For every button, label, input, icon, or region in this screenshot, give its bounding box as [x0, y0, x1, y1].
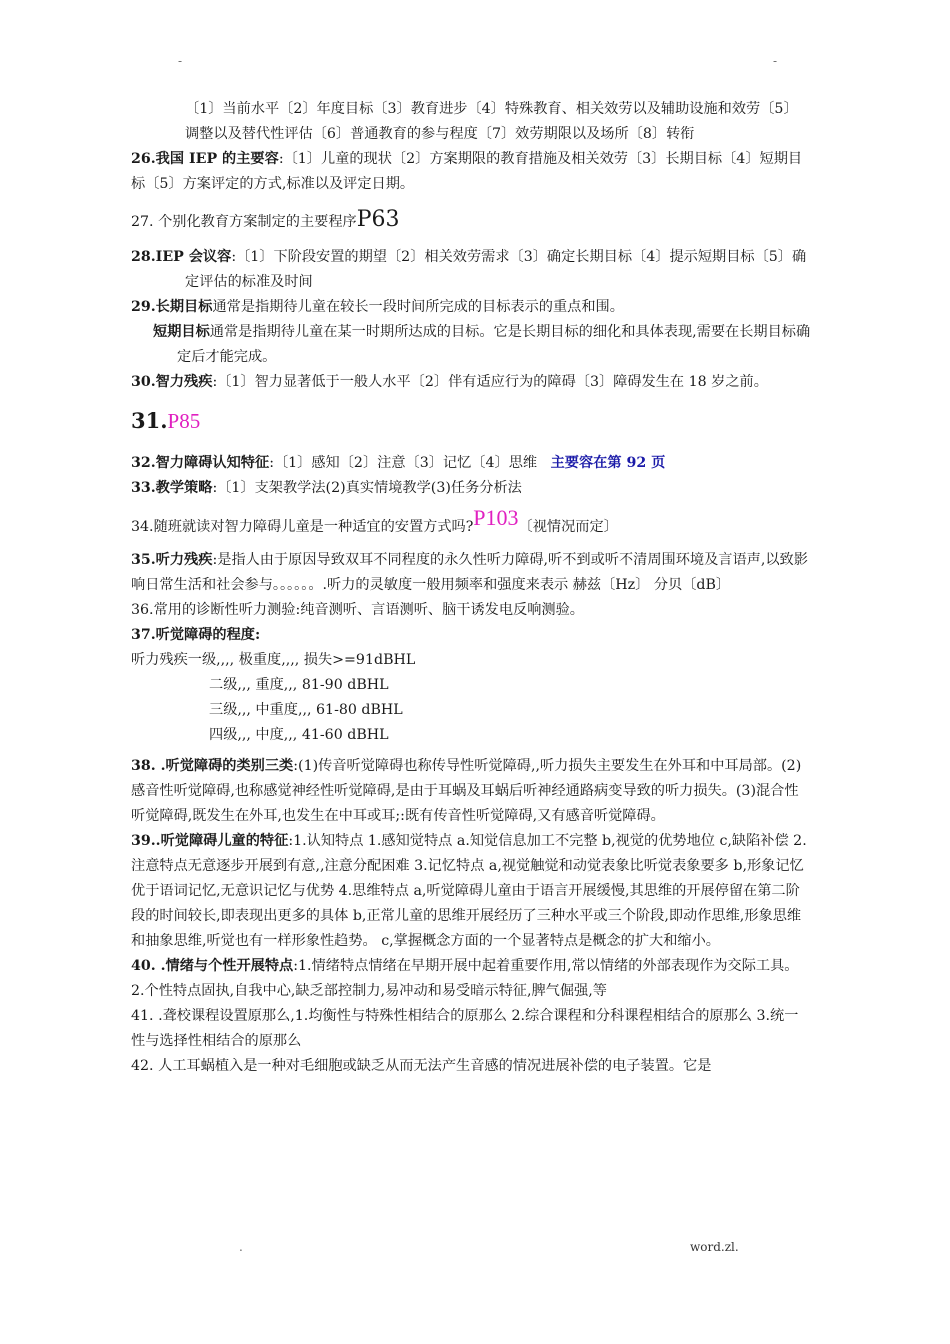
item-32	[131, 451, 811, 476]
item-39	[131, 829, 811, 954]
footer-left-mark: .	[239, 1240, 243, 1254]
item-41-text: 41. .聋校课程设置原那么,1.均衡性与特殊性相结合的原那么 2.综合课程和分科课程相结合的原那么 3.统一性与选择性相结合的原那么	[131, 1008, 799, 1049]
item-35	[131, 548, 811, 598]
item-39-heading: 39..听觉障碍儿童的特征	[131, 833, 289, 849]
item-30-body: :〔1〕智力显著低于一般人水平〔2〕伴有适应行为的障碍〔3〕障碍发生在 18 岁之前。	[212, 374, 768, 390]
item-34-page-ref: P103	[473, 505, 519, 530]
item-26	[131, 147, 811, 197]
hearing-level-4: 四级,,, 中度,,, 41-60 dBHL	[209, 727, 389, 743]
item-37-heading	[131, 623, 811, 648]
item-30	[131, 370, 811, 395]
item-29-short-term	[131, 320, 811, 370]
item-27	[131, 207, 811, 235]
item-25-continuation: 〔1〕当前水平〔2〕年度目标〔3〕教育进步〔4〕特殊教育、相关效劳以及辅助设施和效劳〔5〕调整以及替代性评估〔6〕普通教育的参与程度〔7〕效劳期限以及场所〔8〕转衔	[185, 101, 798, 142]
hearing-level-1: 听力残疾一级,,,, 极重度,,,, 损失>=91dBHL	[131, 652, 416, 668]
item-29-short-term-heading: 短期目标	[153, 324, 210, 340]
header-right-mark: -	[773, 54, 778, 68]
item-42: 42. 人工耳蜗植入是一种对毛细胞或缺乏从而无法产生音感的情况进展补偿的电子装置。它是	[131, 1058, 712, 1074]
item-31-page-ref: P85	[167, 409, 201, 433]
item-26-body: :〔1〕儿童的现状〔2〕方案期限的教育措施及相关效劳〔3〕长期目标〔4〕短期目标〔5〕方案评定的方式,标准以及评定日期。	[131, 151, 803, 192]
item-29-heading: 29.长期目标	[131, 299, 213, 315]
item-36: 36.常用的诊断性听力测验:纯音测听、言语测听、脑干诱发电反响测验。	[131, 602, 584, 618]
item-31	[131, 401, 811, 441]
item-35-body: :是指人由于原因导致双耳不同程度的永久性听力障碍,听不到或听不清周围环境及言语声,以致影响日常生活和社会参与。。。。。。.听力的灵敏度一般用频率和强度来表示 赫兹〔Hz〕 分贝〔dB〕	[131, 552, 808, 593]
item-32-note: 主要容在第 92 页	[550, 455, 666, 471]
item-30-heading: 30.智力残疾	[131, 374, 213, 390]
item-33-body: :〔1〕支架教学法(2)真实情境教学(3)任务分析法	[212, 480, 522, 496]
document-body	[131, 97, 811, 1079]
header-left-mark: -	[178, 54, 183, 68]
footer-right-text: word.zl.	[690, 1240, 739, 1254]
item-33	[131, 476, 811, 501]
item-29	[131, 295, 811, 320]
item-38	[131, 754, 811, 829]
item-26-heading: 26.我国 IEP 的主要容	[131, 151, 279, 167]
item-37-heading-text: 37.听觉障碍的程度:	[131, 627, 261, 643]
item-32-body: :〔1〕感知〔2〕注意〔3〕记忆〔4〕思维	[269, 455, 538, 471]
item-27-page-ref: P63	[356, 207, 400, 232]
item-41	[131, 1004, 811, 1054]
item-38-heading: 38. .听觉障碍的类别三类	[131, 758, 294, 774]
item-38-body: :(1)传音听觉障碍也称传导性听觉障碍,,听力损失主要发生在外耳和中耳局部。(2)感音性听觉障碍,也称感觉神经性听觉障碍,是由于耳蜗及耳蜗后听神经通路病变导致的听力损失。(3)混合性听觉障碍,既发生在外耳,也发生在中耳或耳;:既有传音性听觉障碍,又有感音听觉障碍。	[131, 758, 802, 824]
item-35-heading: 35.听力残疾	[131, 552, 213, 568]
hearing-level-2: 二级,,, 重度,,, 81-90 dBHL	[209, 677, 389, 693]
item-34-tail: 〔视情况而定〕	[518, 519, 618, 535]
item-31-number: 31.	[131, 408, 168, 433]
item-27-text: 27. 个别化教育方案制定的主要程序	[131, 214, 357, 230]
item-28	[131, 245, 811, 295]
item-33-heading: 33.教学策略	[131, 480, 213, 496]
item-28-body: :〔1〕下阶段安置的期望〔2〕相关效劳需求〔3〕确定长期目标〔4〕提示短期目标〔5〕确定评估的标准及时间	[185, 249, 807, 290]
item-40	[131, 954, 811, 1004]
item-34-text: 34.随班就读对智力障碍儿童是一种适宜的安置方式吗?	[131, 519, 474, 535]
item-29-short-term-body: 通常是指期待儿童在某一时期所达成的目标。它是长期目标的细化和具体表现,需要在长期目标确定后才能完成。	[177, 324, 811, 365]
item-32-heading: 32.智力障碍认知特征	[131, 455, 270, 471]
item-34	[131, 505, 811, 540]
item-40-body: :1.情绪特点情绪在早期开展中起着重要作用,常以情绪的外部表现作为交际工具。2.个性特点固执,自我中心,缺乏部控制力,易冲动和易受暗示特征,脾气倔强,等	[131, 958, 799, 999]
item-40-heading: 40. .情绪与个性开展特点	[131, 958, 294, 974]
item-28-heading: 28.IEP 会议容	[131, 249, 232, 265]
item-29-body: 通常是指期待儿童在较长一段时间所完成的目标表示的重点和围。	[212, 299, 624, 315]
item-39-body: :1.认知特点 1.感知觉特点 a.知觉信息加工不完整 b,视觉的优势地位 c,缺陷补偿 2.注意特点无意逐步开展到有意,,注意分配困难 3.记忆特点 a,视觉触觉和动觉表象比听觉表象要多 b,形象记忆优于语词记忆,无意识记忆与优势 4.思维特点 a,听觉障碍儿童由于语言开展缓慢,其思维的开展停留在第二阶段的时间较长,即表现出更多的具体 b,正常儿童的思维开展经历了三种水平或三个阶段,即动作思维,形象思维和抽象思维,听觉也有一样形象性趋势。 c,掌握概念方面的一个显著特点是概念的扩大和缩小。	[131, 833, 807, 949]
hearing-level-3: 三级,,, 中重度,,, 61-80 dBHL	[209, 702, 403, 718]
